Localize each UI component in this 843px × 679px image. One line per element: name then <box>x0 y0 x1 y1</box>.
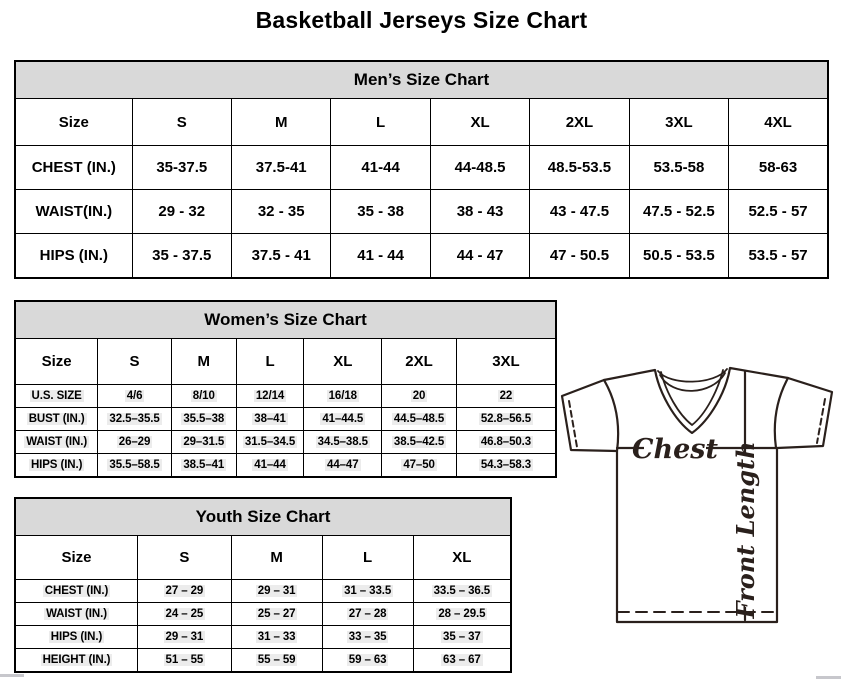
row-label-text: CHEST (IN.) <box>44 585 109 597</box>
cell-value: 31.5–34.5 <box>244 436 296 448</box>
column-header: 2XL <box>530 99 629 146</box>
cell-value: 32.5–35.5 <box>109 413 160 425</box>
cell-value: 29 – 31 <box>257 585 296 597</box>
cell-value: 38–41 <box>254 413 286 425</box>
row-label <box>15 408 98 431</box>
table-cell <box>171 431 236 454</box>
column-header: XL <box>304 339 382 385</box>
row-label: HIPS (IN.) <box>15 234 132 279</box>
table-cell: 35-37.5 <box>132 146 231 190</box>
row-label <box>15 580 138 603</box>
jersey-diagram-svg <box>558 362 838 632</box>
table-cell: 58-63 <box>729 146 828 190</box>
table-cell: 41-44 <box>331 146 430 190</box>
table-cell <box>413 603 511 626</box>
table-cell: 50.5 - 53.5 <box>629 234 728 279</box>
row-label <box>15 454 98 478</box>
cell-value: 33.5 – 36.5 <box>433 585 491 597</box>
cell-value: 54.3–58.3 <box>480 459 532 471</box>
table-cell <box>231 626 322 649</box>
table-cell: 52.5 - 57 <box>729 190 828 234</box>
row-label-text: WAIST (IN.) <box>46 608 107 620</box>
cell-value: 29 – 31 <box>165 631 204 643</box>
column-header: 3XL <box>456 339 556 385</box>
row-label <box>15 649 138 673</box>
table-cell: 35 - 38 <box>331 190 430 234</box>
cell-value: 59 – 63 <box>348 654 387 666</box>
mens-table-title: Men’s Size Chart <box>15 61 828 99</box>
cell-value: 20 <box>412 390 426 402</box>
table-cell: 53.5 - 57 <box>729 234 828 279</box>
table-cell <box>322 603 413 626</box>
cell-value: 46.8–50.3 <box>480 436 532 448</box>
table-cell: 38 - 43 <box>430 190 529 234</box>
column-header: XL <box>430 99 529 146</box>
table-cell <box>413 649 511 673</box>
cell-value: 44.5–48.5 <box>393 413 445 425</box>
table-cell <box>236 431 304 454</box>
table-cell <box>322 626 413 649</box>
table-cell: 35 - 37.5 <box>132 234 231 279</box>
table-cell: 47 - 50.5 <box>530 234 629 279</box>
cell-value: 47–50 <box>403 459 435 471</box>
jersey-measurement-diagram <box>558 362 838 632</box>
womens-table-title: Women’s Size Chart <box>15 301 556 339</box>
cell-value: 55 – 59 <box>257 654 296 666</box>
cell-value: 29–31.5 <box>183 436 225 448</box>
table-cell: 32 - 35 <box>231 190 330 234</box>
table-cell <box>456 408 556 431</box>
cell-value: 28 – 29.5 <box>438 608 486 620</box>
table-cell <box>171 454 236 478</box>
table-cell <box>231 649 322 673</box>
mens-size-chart-table <box>14 60 829 279</box>
table-cell <box>98 454 172 478</box>
cell-value: 26–29 <box>118 436 151 448</box>
table-cell: 43 - 47.5 <box>530 190 629 234</box>
table-cell: 41 - 44 <box>331 234 430 279</box>
table-cell <box>98 431 172 454</box>
column-header: M <box>231 99 330 146</box>
cell-value: 41–44.5 <box>322 413 364 425</box>
page-title: Basketball Jerseys Size Chart <box>255 7 588 33</box>
chest-label: Chest <box>632 434 718 465</box>
row-label <box>15 431 98 454</box>
cell-value: 35.5–58.5 <box>109 459 160 471</box>
cell-value: 4/6 <box>126 390 143 402</box>
table-cell <box>413 626 511 649</box>
row-label-text: BUST (IN.) <box>28 413 85 425</box>
cell-value: 25 – 27 <box>257 608 296 620</box>
table-cell <box>236 408 304 431</box>
table-cell <box>456 454 556 478</box>
table-cell <box>98 408 172 431</box>
table-cell: 53.5-58 <box>629 146 728 190</box>
row-label-text: U.S. SIZE <box>31 390 82 402</box>
womens-size-chart-table <box>14 300 557 478</box>
horizontal-scrollbar-fragment-left[interactable] <box>0 674 24 677</box>
cell-value: 38.5–42.5 <box>393 436 445 448</box>
row-label-text: HIPS (IN.) <box>50 631 103 643</box>
table-cell: 29 - 32 <box>132 190 231 234</box>
table-cell <box>138 649 232 673</box>
column-header: L <box>331 99 430 146</box>
cell-value: 8/10 <box>192 390 215 402</box>
column-header: 2XL <box>382 339 457 385</box>
table-cell <box>382 454 457 478</box>
table-cell <box>138 626 232 649</box>
table-cell <box>138 603 232 626</box>
cell-value: 38.5–41 <box>183 459 225 471</box>
cell-value: 27 – 29 <box>165 585 204 597</box>
table-cell <box>304 431 382 454</box>
table-cell <box>413 580 511 603</box>
table-cell: 44-48.5 <box>430 146 529 190</box>
row-label <box>15 626 138 649</box>
table-cell <box>138 580 232 603</box>
cell-value: 24 – 25 <box>165 608 204 620</box>
table-cell <box>382 431 457 454</box>
column-header: L <box>236 339 304 385</box>
size-column-header: Size <box>15 339 98 385</box>
table-cell <box>171 408 236 431</box>
column-header: M <box>231 536 322 580</box>
row-label <box>15 385 98 408</box>
row-label-text: WAIST (IN.) <box>26 436 88 448</box>
table-cell <box>456 385 556 408</box>
front-length-label: Front Length <box>731 441 760 619</box>
cell-value: 16/18 <box>328 390 357 402</box>
table-cell <box>236 385 304 408</box>
table-cell <box>322 580 413 603</box>
table-cell <box>382 385 457 408</box>
column-header: S <box>98 339 172 385</box>
cell-value: 34.5–38.5 <box>317 436 368 448</box>
cell-value: 31 – 33.5 <box>344 585 392 597</box>
table-cell: 47.5 - 52.5 <box>629 190 728 234</box>
table-cell <box>456 431 556 454</box>
table-cell <box>236 454 304 478</box>
youth-table-title: Youth Size Chart <box>15 498 511 536</box>
cell-value: 41–44 <box>254 459 286 471</box>
row-label: CHEST (IN.) <box>15 146 132 190</box>
column-header: S <box>132 99 231 146</box>
cell-value: 52.8–56.5 <box>480 413 532 425</box>
column-header: M <box>171 339 236 385</box>
cell-value: 35 – 37 <box>443 631 481 643</box>
table-cell <box>382 408 457 431</box>
size-column-header: Size <box>15 536 138 580</box>
row-label-text: HIPS (IN.) <box>30 459 83 471</box>
row-label-text: HEIGHT (IN.) <box>42 654 111 666</box>
cell-value: 63 – 67 <box>443 654 481 666</box>
table-cell: 48.5-53.5 <box>530 146 629 190</box>
table-cell <box>231 603 322 626</box>
table-cell <box>231 580 322 603</box>
size-column-header: Size <box>15 99 132 146</box>
cell-value: 33 – 35 <box>348 631 387 643</box>
column-header: S <box>138 536 232 580</box>
table-cell: 44 - 47 <box>430 234 529 279</box>
table-cell <box>304 385 382 408</box>
column-header: 4XL <box>729 99 828 146</box>
table-cell <box>304 454 382 478</box>
collar-back-arc-upper <box>658 369 727 382</box>
table-cell <box>304 408 382 431</box>
column-header: 3XL <box>629 99 728 146</box>
cell-value: 31 – 33 <box>257 631 296 643</box>
cell-value: 22 <box>499 390 513 402</box>
youth-size-chart-table <box>14 497 512 673</box>
cell-value: 51 – 55 <box>165 654 204 666</box>
cell-value: 44–47 <box>327 459 359 471</box>
cell-value: 35.5–38 <box>183 413 225 425</box>
row-label <box>15 603 138 626</box>
table-cell <box>171 385 236 408</box>
column-header: XL <box>413 536 511 580</box>
table-cell: 37.5-41 <box>231 146 330 190</box>
cell-value: 27 – 28 <box>348 608 387 620</box>
column-header: L <box>322 536 413 580</box>
table-cell <box>98 385 172 408</box>
row-label: WAIST(IN.) <box>15 190 132 234</box>
table-cell <box>322 649 413 673</box>
jersey-outline <box>562 368 832 622</box>
cell-value: 12/14 <box>255 390 285 402</box>
table-cell: 37.5 - 41 <box>231 234 330 279</box>
